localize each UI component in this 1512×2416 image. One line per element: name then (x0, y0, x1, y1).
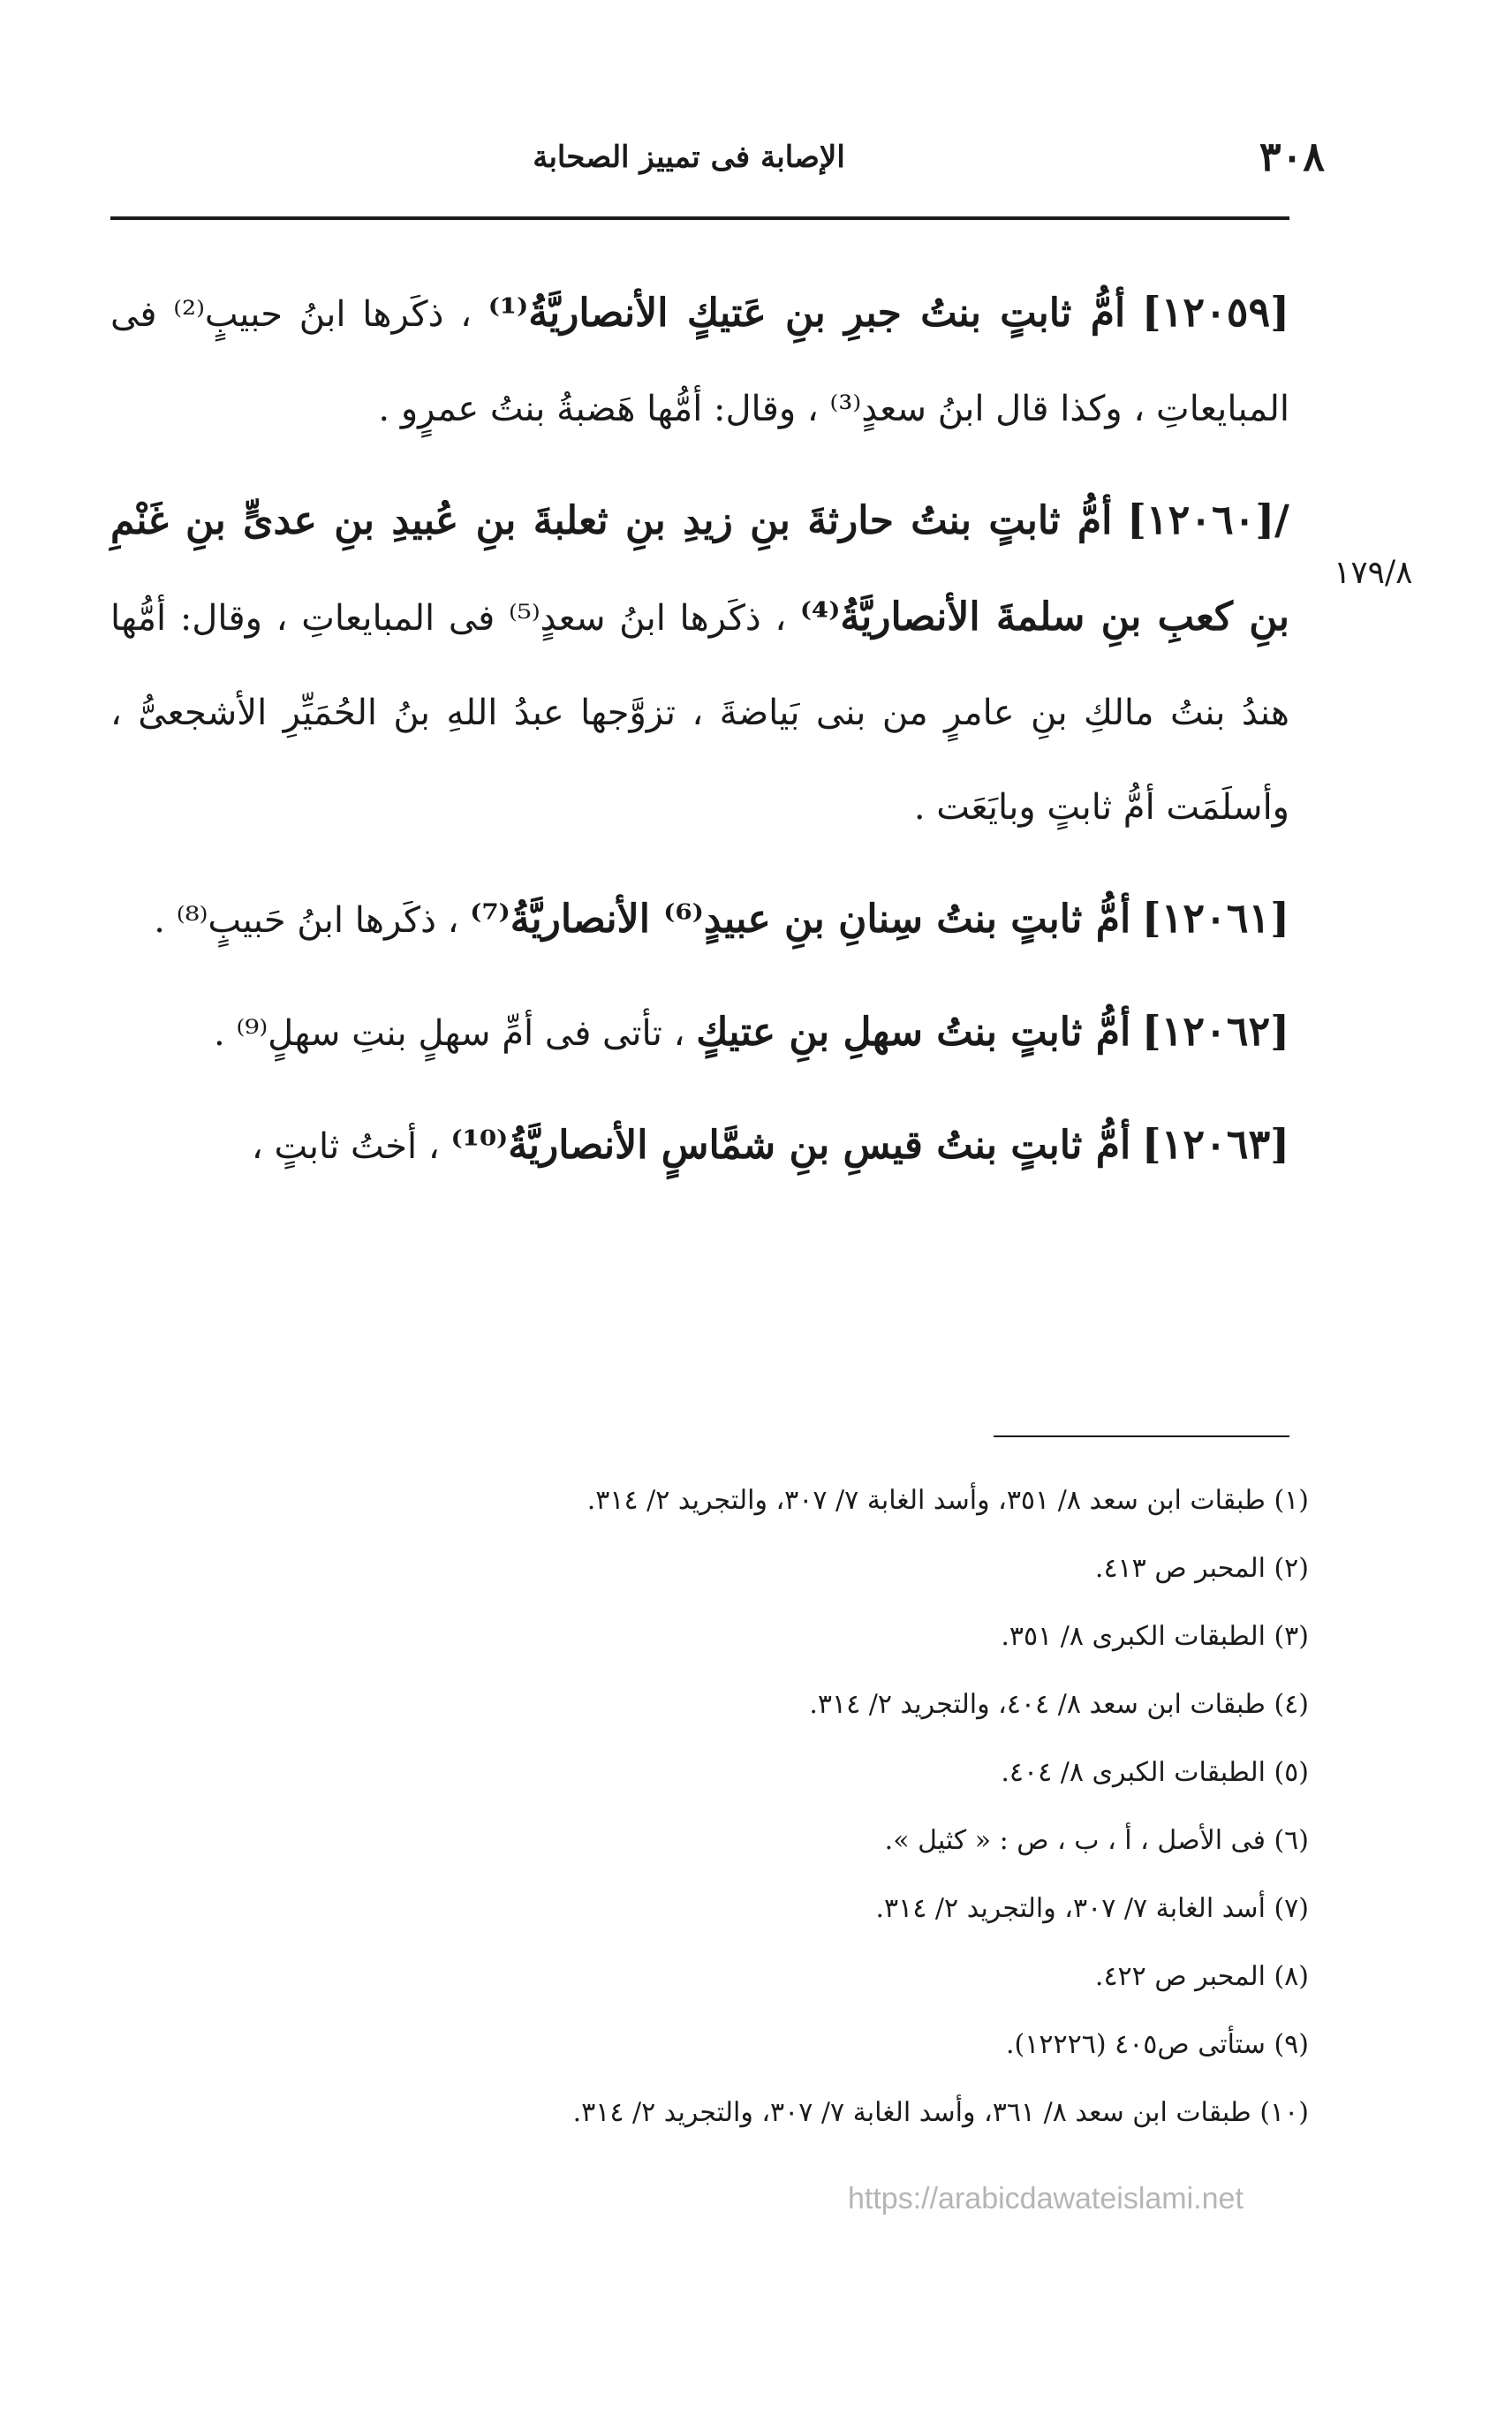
footnote: (٤) طبقات ابن سعد ٨/ ٤٠٤، والتجريد ٢/ ٣١٤. (809, 1689, 1309, 1720)
main-text (110, 265, 1289, 1210)
footnote: (٧) أسد الغابة ٧/ ٣٠٧، والتجريد ٢/ ٣١٤. (875, 1893, 1309, 1924)
footnotes (265, 1466, 1309, 2147)
entry-name: أمُّ ثابتٍ بنتُ سِنانِ بنِ عبيدٍ⁽⁶⁾ الأنصاريَّةُ⁽⁷⁾ (470, 897, 1131, 942)
entry-name: أمُّ ثابتٍ بنتُ حارثةَ بنِ زيدِ بنِ ثعلبةَ بنِ عُبيدِ بنِ عدىٍّ بنِ غَنْمِ بنِ كعبِ بنِ سلمةَ الأنصاريَّةُ⁽⁴⁾ (110, 498, 1289, 640)
margin-reference: ١٧٩/٨ (1334, 555, 1413, 591)
footnote: (٥) الطبقات الكبرى ٨/ ٤٠٤. (1001, 1757, 1309, 1788)
footnote: (٢) المحبر ص ٤١٣. (1094, 1553, 1309, 1584)
entry-name: أمُّ ثابتٍ بنتُ جبرِ بنِ عَتيكٍ الأنصاريَّةُ⁽¹⁾ (488, 291, 1126, 336)
entry-12060 (110, 473, 1289, 855)
footnote-rule (994, 1435, 1289, 1437)
entry-body: ، ذكَرها ابنُ حَبيبٍ⁽⁸⁾ . (154, 900, 459, 941)
entry-12061 (110, 871, 1289, 968)
entry-number: [١٢٠٦٢] (1141, 1007, 1289, 1055)
entry-number: [١٢٠٦٣] (1141, 1120, 1289, 1168)
footnote: (٣) الطبقات الكبرى ٨/ ٣٥١. (1001, 1621, 1309, 1652)
entry-name: أمُّ ثابتٍ بنتُ قيسِ بنِ شمَّاسٍ الأنصاريَّةُ⁽¹⁰⁾ (450, 1123, 1131, 1168)
entry-body: ، أختُ ثابتٍ ، (251, 1126, 440, 1167)
entry-12063 (110, 1097, 1289, 1194)
footnote: (١٠) طبقات ابن سعد ٨/ ٣٦١، وأسد الغابة ٧/ ٣٠٧، والتجريد ٢/ ٣١٤. (572, 2097, 1309, 2128)
entry-12062 (110, 984, 1289, 1081)
footnote: (٨) المحبر ص ٤٢٢. (1094, 1961, 1309, 1992)
footnote: (١) طبقات ابن سعد ٨/ ٣٥١، وأسد الغابة ٧/ ٣٠٧، والتجريد ٢/ ٣١٤. (586, 1485, 1309, 1516)
entry-number: [١٢٠٦١] (1141, 894, 1289, 942)
footnote: (٩) ستأتى ص٤٠٥ (١٢٢٢٦). (1006, 2029, 1309, 2060)
entry-body: ، ذكَرها ابنُ حبيبٍ⁽²⁾ فى المبايعاتِ ، وكذا قال ابنُ سعدٍ⁽³⁾ ، وقال: أمُّها هَضبةُ بنتُ عمرٍو . (110, 294, 1289, 429)
entry-number: /[١٢٠٦٠] (1127, 496, 1289, 543)
entry-body: ، تأتى فى أمِّ سهلٍ بنتِ سهلٍ⁽⁹⁾ . (214, 1013, 685, 1054)
entry-12059 (110, 265, 1289, 457)
entry-body: ، ذكَرها ابنُ سعدٍ⁽⁵⁾ فى المبايعاتِ ، وقال: أمُّها هندُ بنتُ مالكِ بنِ عامرٍ من بنى بَياضةَ ، تزوَّجها عبدُ اللهِ بنُ الحُمَيِّرِ الأشجعىُّ ، وأسلَمَت أمُّ ثابتٍ وبايَعَت . (110, 598, 1289, 828)
entry-name: أمُّ ثابتٍ بنتُ سهلِ بنِ عتيكٍ (696, 1010, 1131, 1055)
page-number: ٣٠٨ (1259, 133, 1325, 180)
entry-number: [١٢٠٥٩] (1141, 288, 1289, 336)
header-rule (110, 216, 1289, 220)
footnote: (٦) فى الأصل ، أ ، ب ، ص : « كثيل ». (884, 1825, 1309, 1856)
watermark-url: https://arabicdawateislami.net (848, 2182, 1244, 2215)
running-title: الإصابة فى تمييز الصحابة (533, 140, 845, 175)
